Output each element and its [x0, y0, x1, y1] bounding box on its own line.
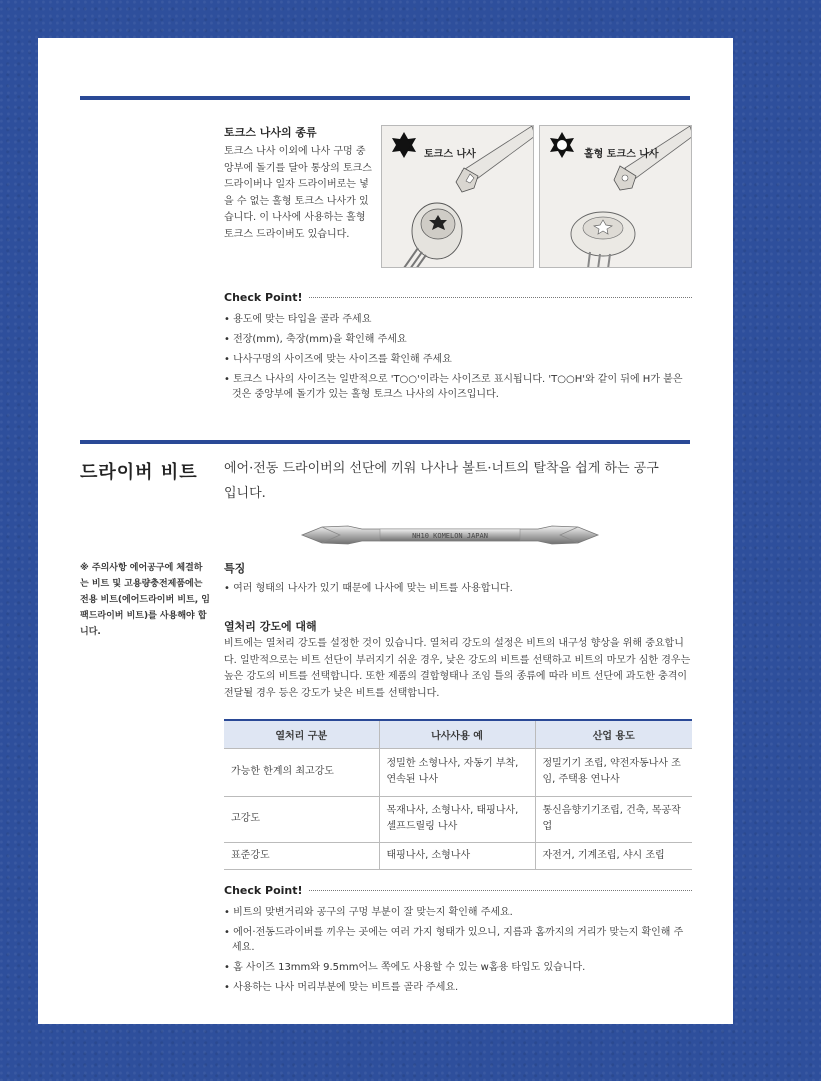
check-point-title: Check Point! [224, 884, 303, 897]
table-header: 열처리 구분 [224, 720, 379, 748]
torx-types-title: 토크스 나사의 종류 [224, 126, 317, 139]
section-divider-top [80, 96, 690, 100]
hollow-torx-screw-label: 홀형 토크스 나사 [584, 149, 659, 160]
table-row [224, 842, 692, 869]
table-cell: 자전거, 기계조립, 샤시 조립 [535, 842, 692, 869]
feature-title: 특징 [224, 562, 246, 575]
check-point-item: • 용도에 맞는 타입을 골라 주세요 [224, 312, 692, 327]
check-point-item: • 토크스 나사의 사이즈는 일반적으로 'T○○'이라는 사이즈로 표시됩니다. 'T○○H'와 같이 뒤에 H가 붙은 것은 중앙부에 돌기가 있는 홀형 토크스 나사의 사이즈입니다. [224, 372, 692, 402]
table-cell: 표준강도 [224, 842, 379, 869]
table-cell: 가능한 한계의 최고강도 [224, 748, 379, 796]
check-point-title: Check Point! [224, 291, 303, 304]
check-point-item: • 사용하는 나사 머리부분에 맞는 비트를 골라 주세요. [224, 980, 692, 995]
table-header: 산업 용도 [535, 720, 692, 748]
table-cell: 고강도 [224, 796, 379, 842]
table-row [224, 748, 692, 796]
torx-screw-image [381, 125, 534, 268]
table-cell: 통신음향기기조립, 건축, 목공작업 [535, 796, 692, 842]
check-point-bit [224, 884, 692, 1000]
section-divider-bit [80, 440, 690, 444]
check-point-item: • 에어·전동드라이버를 끼우는 곳에는 여러 가지 형태가 있으니, 지름과 홈까지의 거리가 맞는지 확인해 주세요. [224, 925, 692, 955]
caution-note: ※ 주의사항 에어공구에 체결하는 비트 및 고용량충전제품에는 전용 비트(에어드라이버 비트, 임팩드라이버 비트)를 사용해야 합니다. [80, 563, 210, 637]
check-point-item: • 나사구멍의 사이즈에 맞는 사이즈를 확인해 주세요 [224, 352, 692, 367]
driver-bit-image [300, 517, 600, 553]
dotted-divider [309, 890, 692, 891]
table-header: 나사사용 예 [379, 720, 535, 748]
heat-treatment-table [224, 719, 692, 870]
check-point-item: • 홈 사이즈 13mm와 9.5mm어느 쪽에도 사용할 수 있는 w홈용 타입도 있습니다. [224, 960, 692, 975]
torx-screw-label: 토크스 나사 [424, 149, 476, 160]
table-cell: 정밀한 소형나사, 자동기 부착, 연속된 나사 [379, 748, 535, 796]
heat-treatment-body: 비트에는 열처리 강도를 설정한 것이 있습니다. 열처리 강도의 설정은 비트의 내구성 향상을 위해 중요합니다. 일반적으로는 비트 선단이 부러지기 쉬운 경우, 낮은 강도의 비트를 선택하고 비트의 마모가 심한 경우는 높은 강도의 비트를 선택합니다. 또한 제품의 결합형태나 조임 틀의 종류에 따라 비트 선단에 과도한 충격이 전달될 경우 등은 강도가 낮은 비트를 선택합니다. [224, 638, 691, 699]
section-title: 드라이버 비트 [80, 462, 198, 483]
check-point-item: • 비트의 맞변거리와 공구의 구멍 부분이 잘 맞는지 확인해 주세요. [224, 905, 692, 920]
check-point-item: • 전장(mm), 축장(mm)을 확인해 주세요 [224, 332, 692, 347]
document-page: 토크스 나사의 종류 토크스 나사 이외에 나사 구멍 중앙부에 돌기를 달아 통상의 토크스 드라이버나 일자 드라이버로는 넣을 수 없는 홀형 토크스 나사가 있습니다. 이 나사에 사용하는 홀형 토크스 드라이버도 있습니다. 토크스 나사 홀형 토크스 나사 Check Point! • 용도에 맞는 타입을 골라 주세요 • 전장(mm), 축장(mm)을 확인해 주세요 • 나사구멍의 사이즈에 맞는 사이즈를 확인해 주세요 • 토크스 나사의 사이즈는 일반적으로 'T○○'이라는 사이즈로 표시됩니다. 'T○○H'와 같이 뒤에 H가 붙은 것은 중앙부에 돌기가 있는 홀형 토크스 나사의 사이즈입니다. 드라이버 비트 에어·전동 드라이버의 선단에 끼워 나사나 볼트·너트의 탈착을 쉽게 하는 공구입니다. NH10 KOMELON JAPAN ※ 주의사항 에어공구에 체결하는 비트 및 고용량충전제품에는 전용 비트(에어드라이버 비트, 임팩드라이버 비트)를 사용해야 합니다. 특징 • 여러 형태의 나사가 있기 때문에 나사에 맞는 비트를 사용합니다. 열처리 강도에 대해 비트에는 열처리 강도를 설정한 것이 있습니다. 열처리 강도의 설정은 비트의 내구성 향상을 위해 중요합니다. 일반적으로는 비트 선단이 부러지기 쉬운 경우, 낮은 강도의 비트를 선택하고 비트의 마모가 심한 경우는 높은 강도의 비트를 선택합니다. 또한 제품의 결합형태나 조임 틀의 종류에 따라 비트 선단에 과도한 충격이 전달될 경우 등은 강도가 낮은 비트를 선택합니다. 열처리 구분 나사사용 예 산업 용도 가능한 한계의 최고강도 정밀한 소형나사, 자동기 부착, 연속된 나사 정밀기기 조립, 약전자동나사 조임, 주택용 연나사 고강도 목재나사, 소형나사, 태핑나사, 셀프드릴링 나사 통신음향기기조립, 건축, 목공작업 표준강도 태핑나사, 소형나사 자전거, 기계조립, 샤시 조립 Check Point! • 비트의 맞변거리와 공구의 구멍 부분이 잘 맞는지 확인해 주세요. • 에어·전동드라이버를 끼우는 곳에는 여러 가지 형태가 있으니, 지름과 홈까지의 거리가 맞는지 확인해 주세요. • 홈 사이즈 13mm와 9.5mm어느 쪽에도 사용할 수 있는 w홈용 타입도 있습니다. • 사용하는 나사 머리부분에 맞는 비트를 골라 주세요. [38, 38, 733, 1024]
check-point-torx [224, 291, 692, 407]
hollow-torx-star-icon [550, 132, 574, 158]
dotted-divider [309, 297, 692, 298]
table-row [224, 796, 692, 842]
table-cell: 목재나사, 소형나사, 태핑나사, 셀프드릴링 나사 [379, 796, 535, 842]
torx-star-icon [392, 132, 416, 158]
table-cell: 태핑나사, 소형나사 [379, 842, 535, 869]
hollow-torx-screw-image [539, 125, 692, 268]
heat-treatment-title: 열처리 강도에 대해 [224, 620, 317, 633]
table-cell: 정밀기기 조립, 약전자동나사 조임, 주택용 연나사 [535, 748, 692, 796]
bit-intro: 에어·전동 드라이버의 선단에 끼워 나사나 볼트·너트의 탈착을 쉽게 하는 공구입니다. [224, 461, 659, 501]
torx-types-description: 토크스 나사 이외에 나사 구멍 중앙부에 돌기를 달아 통상의 토크스 드라이버나 일자 드라이버로는 넣을 수 없는 홀형 토크스 나사가 있습니다. 이 나사에 사용하는 홀형 토크스 드라이버도 있습니다. [224, 146, 372, 240]
feature-item: 여러 형태의 나사가 있기 때문에 나사에 맞는 비트를 사용합니다. [233, 583, 513, 594]
bit-engraving: NH10 KOMELON JAPAN [412, 532, 488, 540]
